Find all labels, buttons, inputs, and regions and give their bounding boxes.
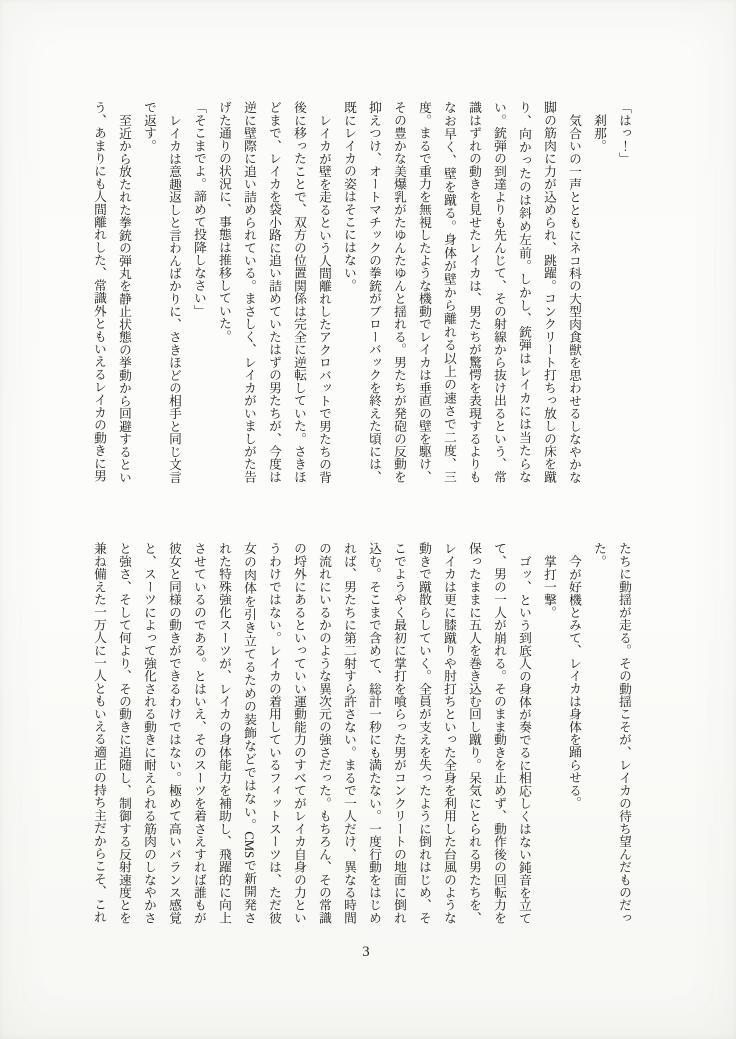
paragraph: 至近から放たれた拳銃の弾丸を静止状態の挙動から回避するという、あまりにも人間離れした、常識外ともいえるレイカの動きに男 (92, 101, 131, 483)
paragraph: レイカは意趣返しと言わんばかりに、さきほどの相手と同じ文言で返す。 (142, 101, 181, 483)
paragraph: 「そこまでよ。諦めて投降しなさい」 (192, 101, 206, 317)
page-number: 3 (362, 944, 370, 960)
text-block-upper (86, 101, 636, 483)
paragraph: 今が好機とみて、レイカは身体を踊らせる。 (567, 554, 581, 809)
paragraph: たちに動揺が走る。その動揺こそが、レイカの待ち望んだものだった。 (592, 542, 631, 924)
paragraph: 刹那。 (592, 113, 606, 152)
paragraph: 「はっ！」 (617, 101, 631, 165)
text-block-lower (86, 542, 636, 924)
paragraph: ゴッ、という到底人の身体が奏でるに相応しくはない鈍音を立てて、男の一人が崩れる。そのまま動きを止めず、動作後の回転力を保ったままに五人を巻き込む回し蹴り。呆気にとられる男たちを、レイカは更に膝蹴りや肘打ちといった全身を利用した台風のような動きで蹴散らしていく。全員が支えを失ったように倒れはじめ、そこでようやく最初に掌打を喰らった男がコンクリートの地面に倒れ込む。そこまで含めて、総計一秒にも満たない。一度行動をはじめれば、男たちに第二射すら許さない。まるで一人だけ、異なる時間の流れにいるかのような異次元の強さだった。もちろん、その常識の埒外にあるといっていい運動能力のすべてがレイカ自身の力というわけではない。レイカの着用しているフィットスーツは、ただ彼女の肉体を引き立てるための装飾などではない。CMSで新開発された特殊強化スーツが、レイカの身体能力を補助し、飛躍的に向上させているのである。とはいえ、そのスーツを着さえすれば誰もが彼女と同様の動きができるわけではない。極めて高いバランス感覚と、スーツによって強化される動きに耐えられる筋肉のしなやかさと強さ、そして何より、その動きに追随し、制御する反射速度とを兼ね備えた一万人に一人ともいえる適正の持ち主だからこそ、これ (92, 542, 531, 924)
paragraph: 掌打一撃。 (542, 554, 556, 619)
paragraph: 気合いの一声とともにネコ科の大型肉食獣を思わせるしなやかな脚の筋肉に力が込められ、跳躍。コンクリート打ちっ放しの床を蹴り、向かったのは斜め左前。しかし、銃弾はレイカには当たらない。銃弾の到達よりも先んじて、その射線から抜け出るという、常識はずれの動きを見せたレイカは、男たちが驚愕を表現するよりもなお早く、壁を蹴る。身体が壁から離れる以上の速さで二度、三度。まるで重力を無視したような機動でレイカは垂直の壁を駆け、その豊かな美爆乳がたゆんたゆんと揺れる。男たちが発砲の反動を抑えつけ、オートマチックの拳銃がブローバックを終えた頃には、既にレイカの姿はそこにはない。 (342, 101, 581, 483)
paragraph: レイカが壁を走るという人間離れしたアクロバットで男たちの背後に移ったことで、双方の位置関係は完全に逆転していた。さきほどまで、レイカを袋小路に追い詰めていたはずの男たちが、今度は逆に壁際に追い詰められている。まさしく、レイカがいましがた告げた通りの状況に、事態は推移していた。 (217, 101, 331, 483)
